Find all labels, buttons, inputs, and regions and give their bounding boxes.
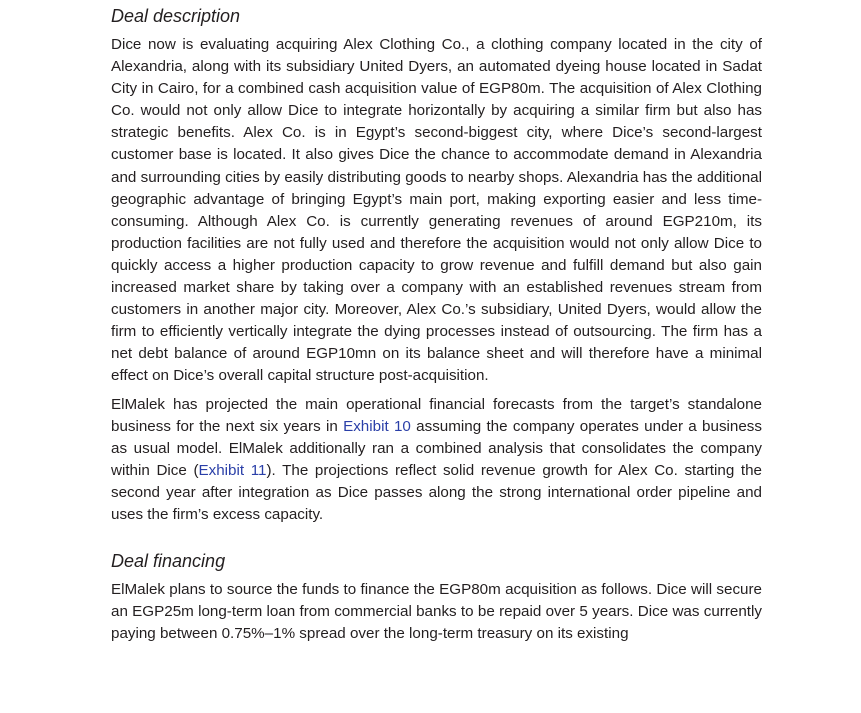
deal-description-paragraph-2: [111, 394, 762, 527]
paragraph-text: assuming the company operates under a business as usual model. ElMalek additionally ran a combined analysis that consolidates the company within Dice (: [111, 417, 762, 479]
deal-financing-heading: Deal financing: [111, 551, 226, 572]
paragraph-text: ). The projections reflect solid revenue growth for Alex Co. starting the second year after integration as Dice passes along the strong international order pipeline and uses the firm’s excess capacity.: [111, 461, 762, 523]
deal-description-heading: Deal description: [111, 6, 241, 26]
paragraph-text: ElMalek has projected the main operational financial forecasts from the target’s standalone business for the next six years in: [111, 395, 762, 435]
deal-financing-paragraph-1: ElMalek plans to source the funds to finance the EGP80m acquisition as follows. Dice will secure an EGP25m long-term loan from commercial banks to be repaid over 5 years. Dice was currently paying between 0.75%–1% spread over the long-term treasury on its existing: [111, 581, 762, 643]
exhibit-11-link[interactable]: Exhibit 11: [198, 461, 267, 479]
exhibit-10-link[interactable]: Exhibit 10: [343, 417, 411, 435]
document-page: [111, 4, 762, 651]
deal-description-paragraph-1: Dice now is evaluating acquiring Alex Clothing Co., a clothing company located in the city of Alexandria, along with its subsidiary United Dyers, an automated dyeing house located in Sadat City in Cairo, for a combined cash acquisition value of EGP80m. The acquisition of Alex Clothing Co. would not only allow Dice to integrate horizontally by acquiring a similar firm but also has strategic benefits. Alex Co. is in Egypt’s second-biggest city, where Dice’s second-largest customer base is located. It also gives Dice the chance to accommodate demand in Alexandria and surrounding cities by easily distributing goods to nearby shops. Alexandria has the additional geographic advantage of bringing Egypt’s main port, making exporting easier and less time-consuming. Although Alex Co. is currently generating revenues of around EGP210m, its production facilities are not fully used and therefore the acquisition would not only allow Dice to quickly access a higher production capacity to grow revenue and fulfill demand but also gain increased market share by taking over a company with an established revenues stream from customers in another major city. Moreover, Alex Co.’s subsidiary, United Dyers, would allow the firm to efficiently vertically integrate the dying processes instead of outsourcing. The firm has a net debt balance of around EGP10mn on its balance sheet and will therefore have a minimal effect on Dice’s overall capital structure post-acquisition.: [111, 36, 762, 385]
